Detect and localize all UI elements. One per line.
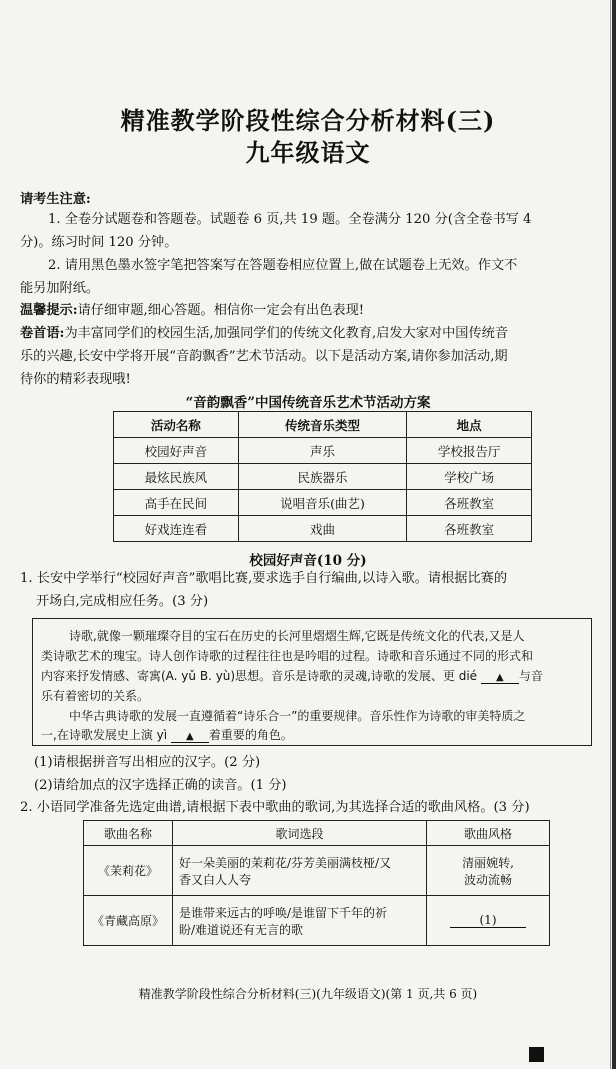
q1-sub-2: (2)请给加点的汉字选择正确的读音。(1 分)	[34, 778, 287, 793]
passage-line: 类诗歌艺术的瑰宝。诗人创作诗歌的过程往往也是吟唱的过程。诗歌和音乐通过不同的形式和	[41, 649, 534, 663]
table-row	[84, 846, 550, 896]
page-edge-line	[610, 0, 611, 1069]
section-title: 校园好声音(10 分)	[249, 553, 367, 569]
notice-item-1-cont: 分)。练习时间 120 分钟。	[20, 235, 178, 250]
tip-label: 温馨提示:	[20, 303, 78, 318]
table-cell: 高手在民间	[114, 490, 239, 516]
page-edge	[612, 0, 616, 1069]
tip-line	[20, 303, 596, 319]
schedule-header-row	[114, 412, 532, 438]
song-name: 《茉莉花》	[84, 846, 173, 896]
schedule-title: “音韵飘香”中国传统音乐艺术节活动方案	[185, 395, 431, 411]
page-footer: 精准教学阶段性综合分析材料(三)(九年级语文)(第 1 页,共 6 页)	[138, 987, 478, 1001]
song-lyric	[173, 896, 427, 946]
lyric-line: 盼/难道说还有无言的歌	[179, 922, 304, 937]
preface-line-2: 乐的兴趣,长安中学将开展“音韵飘香”艺术节活动。以下是活动方案,请你参加活动,期	[20, 349, 508, 364]
passage-line: 中华古典诗歌的发展一直遵循着“诗乐合一”的重要规律。音乐性作为诗歌的审美特质之	[69, 709, 526, 723]
song-style-answer	[427, 896, 550, 946]
passage-line: 乐有着密切的关系。	[41, 689, 150, 703]
style-line: 波动流畅	[463, 872, 512, 887]
song-name: 《青藏高原》	[84, 896, 173, 946]
answer-blank: (1)	[450, 913, 526, 928]
q1-sub-1: (1)请根据拼音写出相应的汉字。(2 分)	[34, 755, 261, 770]
exam-subtitle: 九年级语文	[245, 138, 371, 167]
songs-table	[83, 820, 550, 946]
passage-line: 诗歌,就像一颗璀璨夺目的宝石在历史的长河里熠熠生辉,它既是传统文化的代表,又是人	[69, 629, 525, 643]
lyric-line: 是谁带来远古的呼唤/是谁留下千年的祈	[179, 905, 388, 920]
style-line: 清丽婉转,	[462, 855, 514, 870]
schedule-header-cell: 传统音乐类型	[238, 412, 406, 438]
songs-header-cell: 歌曲风格	[427, 821, 550, 846]
preface-text-1: 为丰富同学们的校园生活,加强同学们的传统文化教育,启发大家对中国传统音	[64, 326, 509, 341]
notice-item-2-cont: 能另加附纸。	[20, 281, 100, 296]
table-cell: 最炫民族风	[114, 464, 239, 490]
passage-line	[41, 669, 543, 684]
table-row	[114, 464, 532, 490]
table-row	[84, 896, 550, 946]
exam-title: 精准教学阶段性综合分析材料(三)	[120, 106, 496, 135]
songs-header-cell: 歌曲名称	[84, 821, 173, 846]
notice-item-1: 1. 全卷分试题卷和答题卷。试题卷 6 页,共 19 题。全卷满分 120 分(含全卷书写 4	[48, 212, 532, 227]
lyric-line: 好一朵美丽的茉莉花/芬芳美丽满枝桠/又	[179, 855, 392, 870]
table-cell: 戏曲	[238, 516, 406, 542]
tip-text: 请仔细审题,细心答题。相信你一定会有出色表现!	[77, 303, 365, 318]
schedule-header-cell: 活动名称	[114, 412, 239, 438]
table-cell: 各班教室	[407, 516, 532, 542]
songs-header-row	[84, 821, 550, 846]
song-style	[427, 846, 550, 896]
passage-text: 内容来抒发情感、寄寓(A. yǔ B. yù)思想。音乐是诗歌的灵魂,诗歌的发展、更 dié	[41, 669, 478, 683]
passage-text: 着重要的角色。	[208, 728, 293, 742]
table-cell: 好戏连连看	[114, 516, 239, 542]
lyric-line: 香又白人人夸	[179, 872, 252, 887]
schedule-header-cell: 地点	[407, 412, 532, 438]
preface-line-3: 待你的精彩表现哦!	[20, 372, 131, 387]
preface-line-1	[20, 326, 596, 342]
blank-mark: ▲	[481, 673, 519, 684]
table-row	[114, 516, 532, 542]
table-cell: 学校报告厅	[407, 438, 532, 464]
table-cell: 各班教室	[407, 490, 532, 516]
notice-item-2: 2. 请用黑色墨水签字笔把答案写在答题卷相应位置上,做在试题卷上无效。作文不	[48, 258, 518, 273]
table-cell: 说唱音乐(曲艺)	[238, 490, 406, 516]
table-cell: 民族器乐	[238, 464, 406, 490]
songs-header-cell: 歌词选段	[173, 821, 427, 846]
table-cell: 校园好声音	[114, 438, 239, 464]
passage-text: 一,在诗歌发展史上演 yì	[41, 728, 168, 742]
schedule-table	[113, 411, 532, 542]
table-cell: 学校广场	[407, 464, 532, 490]
q2-stem: 2. 小语同学准备先选定曲谱,请根据下表中歌曲的歌词,为其选择合适的歌曲风格。(3 分)	[20, 800, 530, 815]
table-row	[114, 438, 532, 464]
table-cell: 声乐	[238, 438, 406, 464]
preface-label: 卷首语:	[20, 326, 65, 341]
passage-line	[41, 728, 293, 743]
q1-stem-2: 开场白,完成相应任务。(3 分)	[36, 594, 209, 609]
q1-passage-box	[32, 618, 592, 746]
notice-heading: 请考生注意:	[20, 192, 91, 207]
passage-text: 与音	[518, 669, 543, 683]
song-lyric	[173, 846, 427, 896]
q1-stem-1: 1. 长安中学举行“校园好声音”歌唱比赛,要求选手自行编曲,以诗入歌。请根据比赛的	[20, 571, 508, 586]
table-row	[114, 490, 532, 516]
scan-marker	[529, 1047, 544, 1062]
blank-mark: ▲	[171, 732, 209, 743]
